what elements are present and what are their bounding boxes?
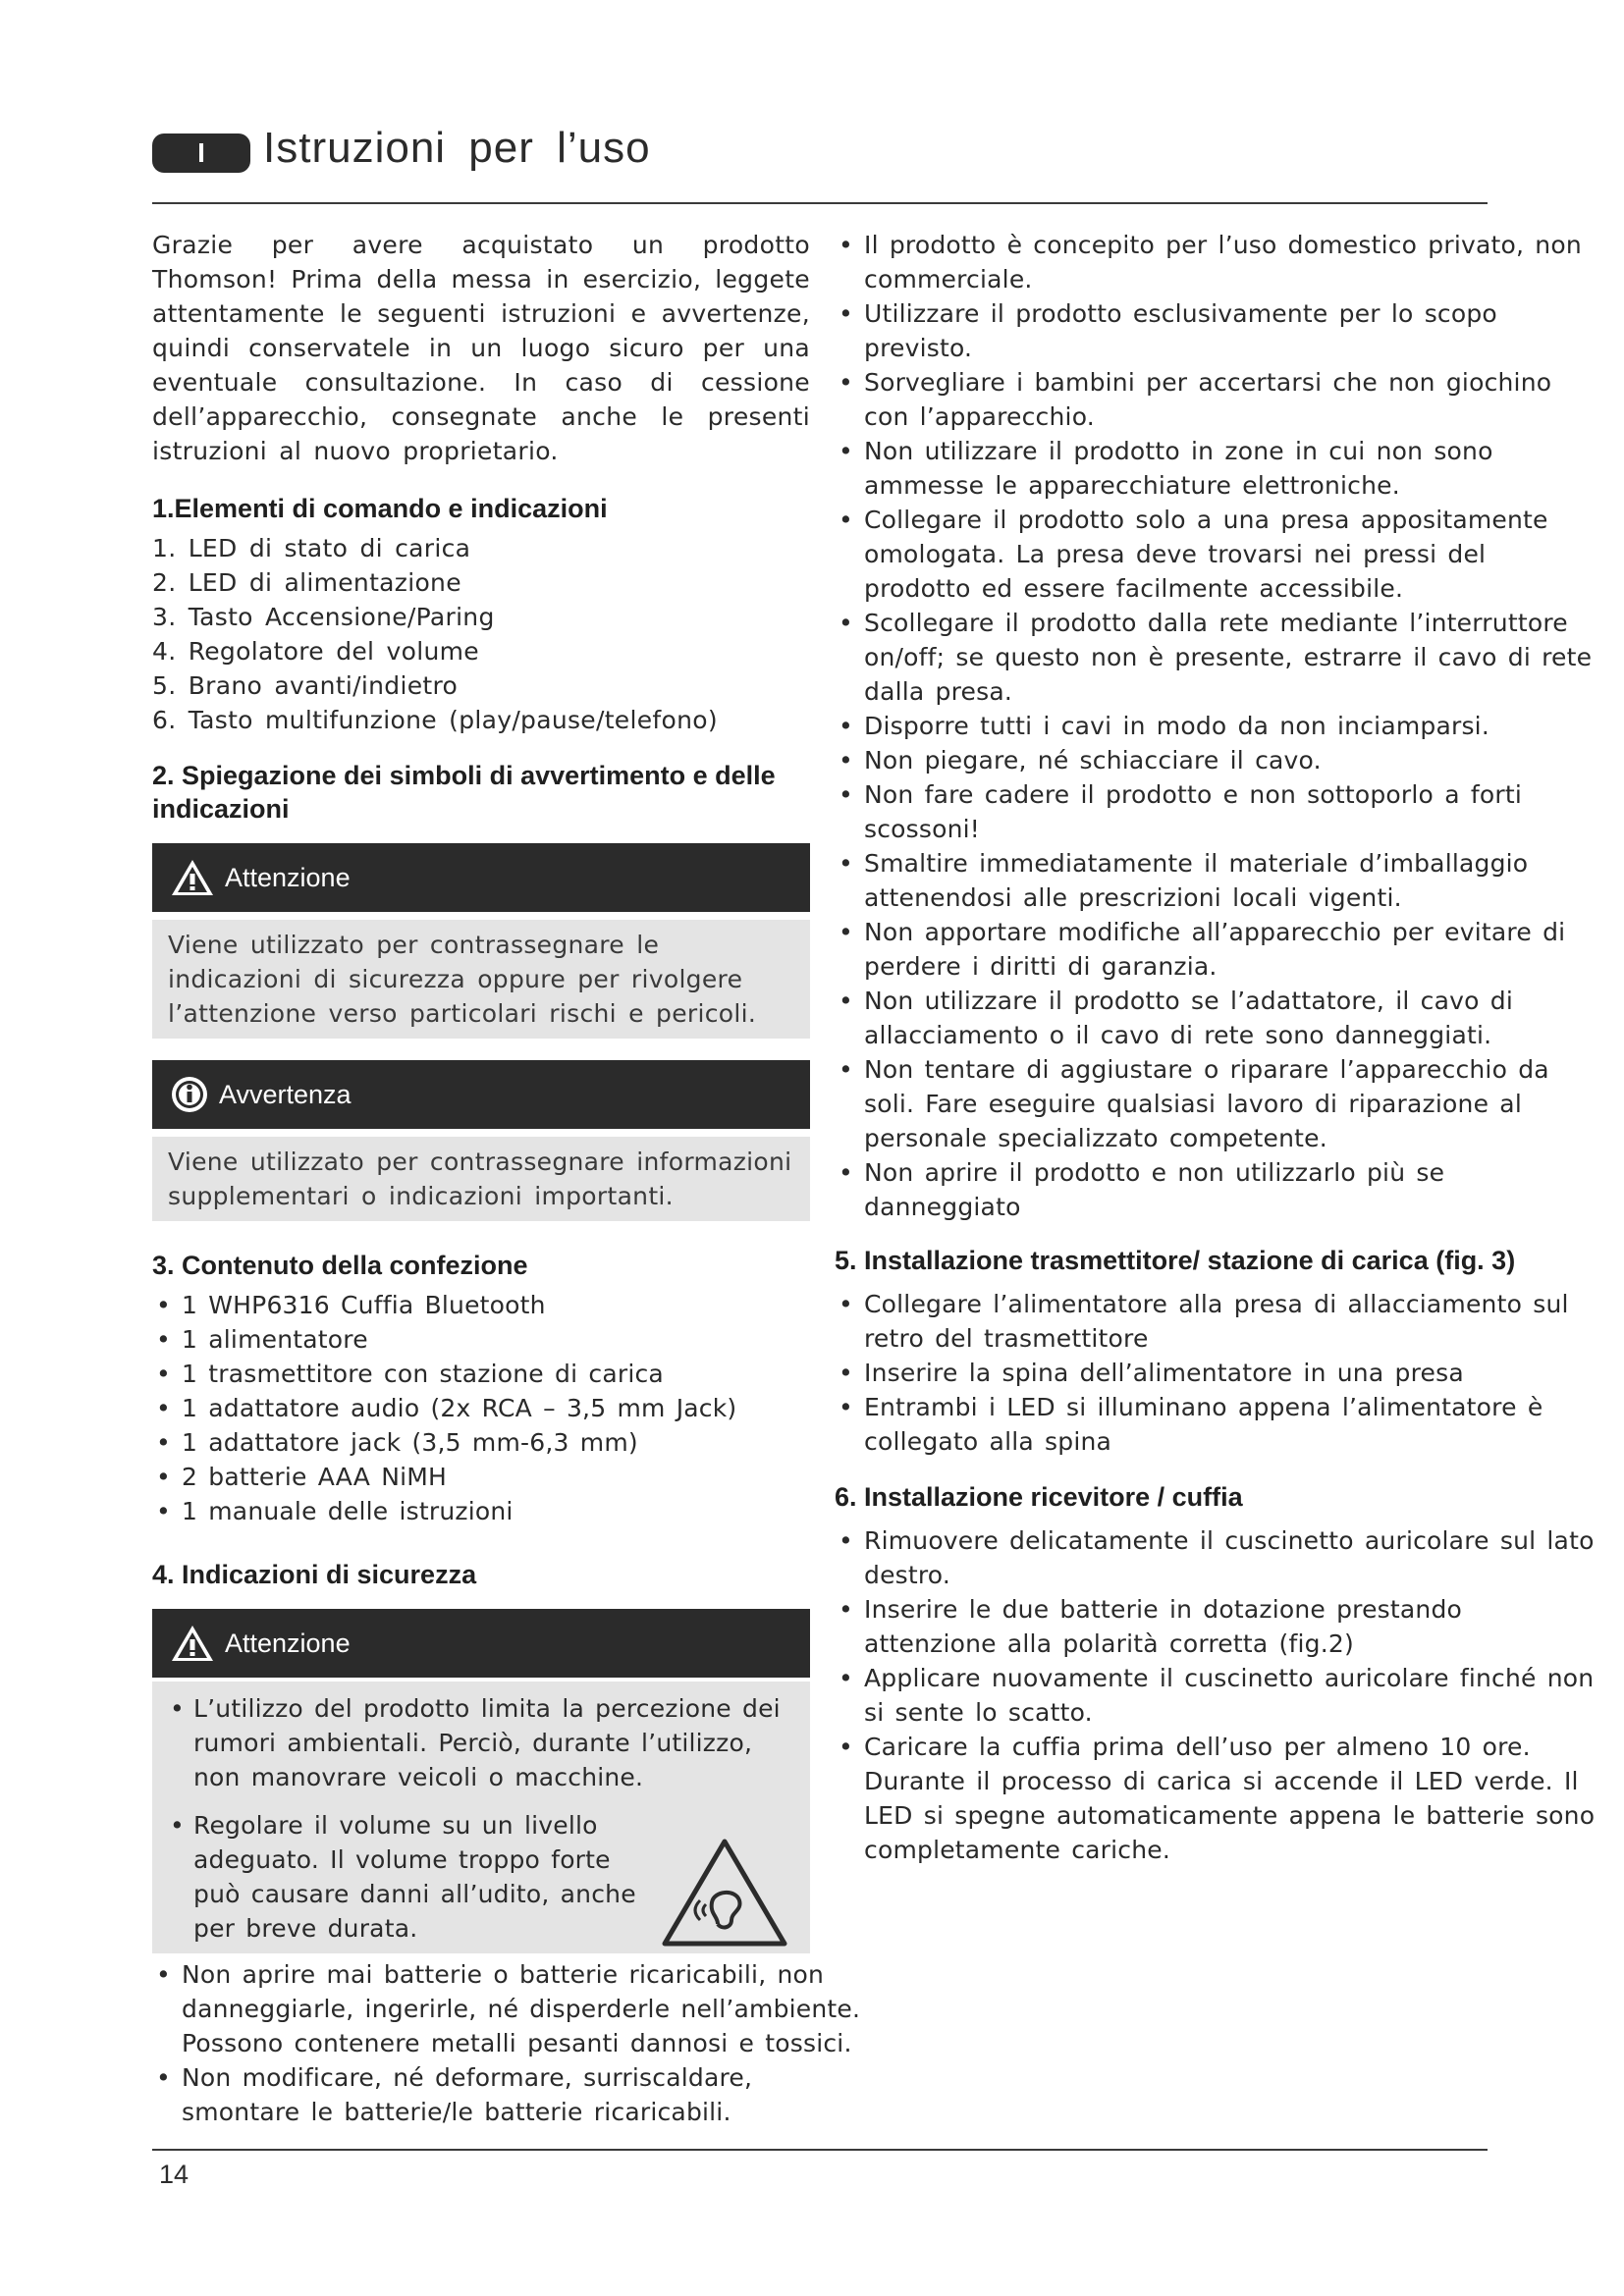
list-item: • Scollegare il prodotto dalla rete mediante l’interruttore on/off; se questo non è presente, estrarre il cavo di rete dalla presa. — [835, 606, 1596, 709]
attention-bar — [152, 1609, 810, 1678]
list-item: • Disporre tutti i cavi in modo da non inciamparsi. — [835, 709, 1596, 743]
list-item: • 2 batterie AAA NiMH — [152, 1460, 810, 1494]
safety-instructions-list — [835, 228, 1596, 1224]
list-item: • Collegare l’alimentatore alla presa di allacciamento sul retro del trasmettitore — [835, 1287, 1596, 1356]
list-item: • Regolare il volume su un livello adeguato. Il volume troppo forte può causare danni all’udito, anche per breve durata. — [156, 1808, 794, 1946]
info-icon — [170, 1075, 209, 1114]
attention-description: Viene utilizzato per contrassegnare le indicazioni di sicurezza oppure per rivolgere l’attenzione verso particolari rischi e pericoli. — [152, 920, 810, 1039]
package-contents-list — [152, 1288, 810, 1528]
list-item: • Caricare la cuffia prima dell’uso per almeno 10 ore. Durante il processo di carica si accende il LED verde. Il LED si spegne automaticamente appena le batterie sono completamente cariche. — [835, 1730, 1596, 1867]
footer-divider — [152, 2149, 1488, 2151]
list-item: • 1 adattatore audio (2x RCA – 3,5 mm Jack) — [152, 1391, 810, 1425]
page-number: 14 — [159, 2160, 189, 2189]
right-column — [835, 228, 1596, 1867]
list-item: • L’utilizzo del prodotto limita la percezione dei rumori ambientali. Perciò, durante l’utilizzo, non manovrare veicoli o macchine. — [156, 1691, 794, 1794]
list-item: 2. LED di alimentazione — [152, 568, 461, 597]
section-5-heading: 5. Installazione trasmettitore/ stazione di carica (fig. 3) — [835, 1246, 1516, 1275]
list-item: • Collegare il prodotto solo a una presa appositamente omologata. La presa deve trovarsi nei pressi del prodotto ed essere facilmente accessibile. — [835, 503, 1596, 606]
list-item: • Non apportare modifiche all’apparecchio per evitare di perdere i diritti di garanzia. — [835, 915, 1596, 984]
attention-bar — [152, 843, 810, 912]
list-item: 1. LED di stato di carica — [152, 534, 471, 562]
list-item: • Smaltire immediatamente il materiale d’imballaggio attenendosi alle prescrizioni locali vigenti. — [835, 846, 1596, 915]
warning-triangle-icon — [170, 1624, 215, 1663]
transmitter-installation-list — [835, 1287, 1596, 1459]
list-item: • Rimuovere delicatamente il cuscinetto auricolare sul lato destro. — [835, 1523, 1596, 1592]
section-6-heading: 6. Installazione ricevitore / cuffia — [835, 1482, 1243, 1512]
header-divider — [152, 202, 1488, 204]
list-item: 5. Brano avanti/indietro — [152, 671, 459, 700]
language-badge: I — [152, 133, 250, 173]
list-item: • Non tentare di aggiustare o riparare l’apparecchio da soli. Fare eseguire qualsiasi lavoro di riparazione al personale specializzato competente. — [835, 1052, 1596, 1155]
list-item: • 1 alimentatore — [152, 1322, 810, 1357]
section-2-heading: 2. Spiegazione dei simboli di avvertimento e delle indicazioni — [152, 761, 776, 824]
attention-notice — [152, 843, 810, 1039]
note-label: Avvertenza — [219, 1079, 352, 1109]
list-item: • Non utilizzare il prodotto in zone in cui non sono ammesse le apparecchiature elettroniche. — [835, 434, 1596, 503]
intro-paragraph: Grazie per avere acquistato un prodotto Thomson! Prima della messa in esercizio, leggete attentamente le seguenti istruzioni e avvertenze, quindi conservatele in un luogo sicuro per una eventuale consultazione. In caso di cessione dell’apparecchio, consegnate anche le presenti istruzioni al nuovo proprietario. — [152, 231, 810, 465]
attention-label: Attenzione — [225, 862, 351, 892]
safety-box — [152, 1682, 810, 1953]
warning-triangle-icon — [170, 858, 215, 897]
list-item: 4. Regolatore del volume — [152, 637, 479, 666]
attention-label: Attenzione — [225, 1628, 351, 1658]
section-3-heading: 3. Contenuto della confezione — [152, 1251, 528, 1280]
list-item: • Il prodotto è concepito per l’uso domestico privato, non commerciale. — [835, 228, 1596, 296]
section-4-heading: 4. Indicazioni di sicurezza — [152, 1560, 477, 1589]
list-item: • Non aprire il prodotto e non utilizzarlo più se danneggiato — [835, 1155, 1596, 1224]
headphone-installation-list — [835, 1523, 1596, 1867]
page-title: Istruzioni per l’uso — [263, 124, 651, 172]
list-item: • Sorvegliare i bambini per accertarsi che non giochino con l’apparecchio. — [835, 365, 1596, 434]
battery-safety-list — [152, 1957, 869, 2129]
list-item: • Non piegare, né schiacciare il cavo. — [835, 743, 1596, 777]
list-item: • Non utilizzare il prodotto se l’adattatore, il cavo di allacciamento o il cavo di rete sono danneggiati. — [835, 984, 1596, 1052]
hearing-damage-warning-icon — [661, 1838, 788, 1948]
list-item: • 1 WHP6316 Cuffia Bluetooth — [152, 1288, 810, 1322]
list-item: • Entrambi i LED si illuminano appena l’alimentatore è collegato alla spina — [835, 1390, 1596, 1459]
note-bar — [152, 1060, 810, 1129]
note-notice — [152, 1060, 810, 1221]
list-item: • Inserire la spina dell’alimentatore in una presa — [835, 1356, 1596, 1390]
section-1-heading: 1.Elementi di comando e indicazioni — [152, 494, 608, 523]
list-item: • 1 trasmettitore con stazione di carica — [152, 1357, 810, 1391]
list-item: 6. Tasto multifunzione (play/pause/telefono) — [152, 706, 718, 734]
list-item: • 1 manuale delle istruzioni — [152, 1494, 810, 1528]
list-item: • Non aprire mai batterie o batterie ricaricabili, non danneggiarle, ingerirle, né disperderle nell’ambiente. Possono contenere metalli pesanti dannosi e tossici. — [152, 1957, 869, 2060]
list-item: • Non modificare, né deformare, surriscaldare, smontare le batterie/le batterie ricaricabili. — [152, 2060, 869, 2129]
list-item: • Inserire le due batterie in dotazione prestando attenzione alla polarità corretta (fig.2) — [835, 1592, 1596, 1661]
list-item: • 1 adattatore jack (3,5 mm-6,3 mm) — [152, 1425, 810, 1460]
list-item: • Non fare cadere il prodotto e non sottoporlo a forti scossoni! — [835, 777, 1596, 846]
controls-list — [152, 531, 810, 737]
list-item: • Applicare nuovamente il cuscinetto auricolare finché non si sente lo scatto. — [835, 1661, 1596, 1730]
safety-notice — [152, 1609, 810, 1953]
list-item: 3. Tasto Accensione/Paring — [152, 603, 495, 631]
note-description: Viene utilizzato per contrassegnare informazioni supplementari o indicazioni importanti. — [152, 1137, 810, 1221]
list-item: • Utilizzare il prodotto esclusivamente per lo scopo previsto. — [835, 296, 1596, 365]
left-column — [152, 228, 861, 2129]
